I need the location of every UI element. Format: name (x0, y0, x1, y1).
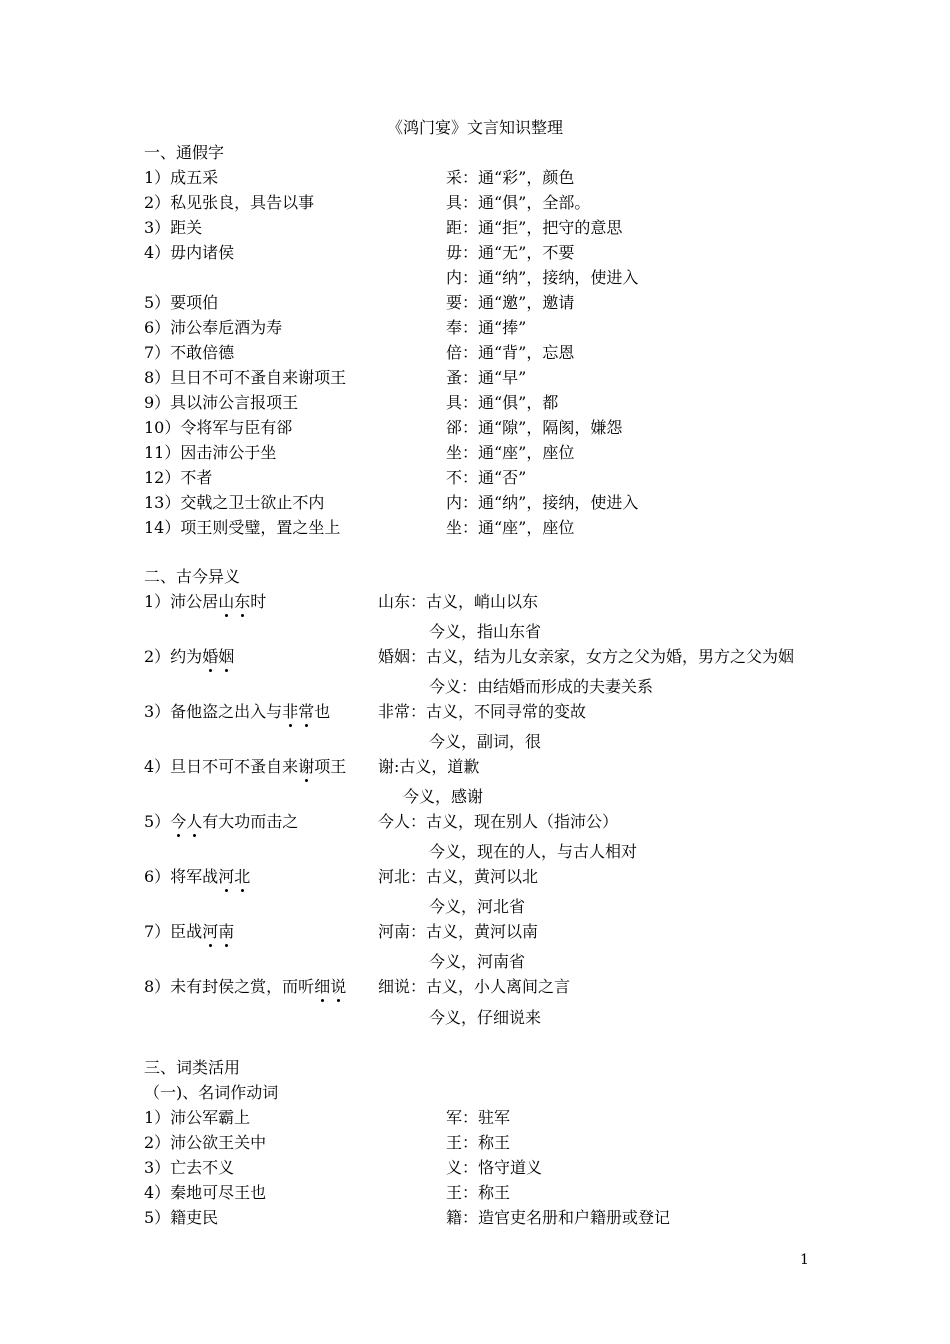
sentence-text: 1）沛公居 (144, 592, 219, 611)
emphasis-char: 南 (218, 922, 235, 941)
sec1-answer: 采：通“彩”，颜色 (446, 168, 575, 187)
ancient-meaning: 河北：古义，黄河以北 (378, 867, 539, 886)
ancient-meaning: 河南：古义，黄河以南 (378, 922, 539, 941)
sec3-question: 1）沛公军霸上 (144, 1108, 251, 1127)
emphasis-char: 河 (218, 867, 235, 886)
sec2-sentence (144, 591, 266, 613)
page-title: 《鸿门宴》文言知识整理 (386, 118, 563, 137)
emphasis-char: 婚 (202, 647, 219, 666)
sec1-answer: 不：通“否” (446, 468, 527, 487)
sentence-text: 也 (314, 702, 331, 721)
sec1-question: 9）具以沛公言报项王 (144, 393, 299, 412)
sec1-question: 13）交戟之卫士欲止不内 (144, 493, 325, 512)
sec1-question: 12）不者 (144, 468, 213, 487)
sec1-answer: 要：通“邀”，邀请 (446, 293, 575, 312)
sec1-question: 8）旦日不可不蚤自来谢项王 (144, 368, 347, 387)
sentence-text: 5） (144, 812, 171, 831)
sec1-question: 7）不敢倍德 (144, 343, 235, 362)
sec2-sentence (144, 646, 234, 668)
sec1-question: 1）成五采 (144, 168, 219, 187)
sec3-answer: 王：称王 (446, 1183, 511, 1202)
sec1-question: 5）要项伯 (144, 293, 219, 312)
section-heading-gujinyiyi: 二、古今异义 (144, 567, 241, 586)
modern-meaning: 今义，指山东省 (429, 622, 542, 641)
emphasis-char: 人 (186, 812, 203, 831)
sentence-text: 7）臣战 (144, 922, 203, 941)
sec2-sentence (144, 701, 330, 723)
sec1-question: 14）项王则受璧，置之坐上 (144, 518, 341, 537)
sec1-answer: 具：通“俱”，都 (446, 393, 559, 412)
emphasis-char: 非 (282, 702, 299, 721)
sec1-answer: 内：通“纳”，接纳，使进入 (446, 268, 639, 287)
emphasis-char: 山 (218, 592, 235, 611)
modern-meaning: 今义，河北省 (429, 897, 526, 916)
sec3-question: 3）亡去不义 (144, 1158, 235, 1177)
sec2-sentence (144, 756, 346, 778)
section-heading-cileihuoyong: 三、词类活用 (144, 1058, 241, 1077)
sentence-text: 6）将军战 (144, 867, 219, 886)
sec1-answer: 距：通“拒”，把守的意思 (446, 218, 623, 237)
emphasis-char: 北 (234, 867, 251, 886)
modern-meaning: 今义，感谢 (403, 787, 484, 806)
sec3-question: 4）秦地可尽王也 (144, 1183, 267, 1202)
sec2-sentence (144, 976, 346, 998)
sec1-answer: 具：通“俱”，全部。 (446, 193, 591, 212)
modern-meaning: 今义，副词，很 (429, 732, 542, 751)
sec1-answer: 毋：通“无”，不要 (446, 243, 575, 262)
sentence-text: 4）旦日不可不蚤自来 (144, 757, 299, 776)
sec3-question: 2）沛公欲王关中 (144, 1133, 267, 1152)
sentence-text: 8）未有封侯之赏，而听 (144, 977, 315, 996)
subsection-heading: （一)、名词作动词 (144, 1083, 279, 1102)
ancient-meaning: 婚姻：古义，结为儿女亲家，女方之父为婚，男方之父为姻 (378, 647, 795, 666)
modern-meaning: 今义，河南省 (429, 952, 526, 971)
sec1-answer: 坐：通“座”，座位 (446, 443, 575, 462)
modern-meaning: 今义，仔细说来 (429, 1008, 542, 1027)
ancient-meaning: 谢:古义，道歉 (378, 757, 480, 776)
sec2-sentence (144, 921, 234, 943)
sec1-answer: 倍：通“背”，忘恩 (446, 343, 575, 362)
emphasis-char: 细 (314, 977, 331, 996)
emphasis-char: 谢 (298, 757, 315, 776)
ancient-meaning: 细说：古义，小人离间之言 (378, 977, 571, 996)
sec3-answer: 王：称王 (446, 1133, 511, 1152)
modern-meaning: 今义：由结婚而形成的夫妻关系 (429, 677, 654, 696)
sec1-question: 3）距关 (144, 218, 203, 237)
ancient-meaning: 今人：古义，现在别人（指沛公） (378, 812, 619, 831)
sentence-text: 项王 (314, 757, 347, 776)
sec3-answer: 义：恪守道义 (446, 1158, 543, 1177)
sec1-answer: 奉：通“捧” (446, 318, 527, 337)
sec2-sentence (144, 866, 250, 888)
page-number: 1 (800, 1252, 809, 1268)
modern-meaning: 今义，现在的人，与古人相对 (429, 842, 638, 861)
sentence-text: 时 (250, 592, 267, 611)
sec1-question: 11）因击沛公于坐 (144, 443, 277, 462)
sec3-answer: 军：驻军 (446, 1108, 511, 1127)
sec1-question: 6）沛公奉卮酒为寿 (144, 318, 283, 337)
sentence-text: 有大功而击之 (202, 812, 299, 831)
sec3-question: 5）籍吏民 (144, 1208, 219, 1227)
sentence-text: 2）约为 (144, 647, 203, 666)
emphasis-char: 河 (202, 922, 219, 941)
sec2-sentence (144, 811, 298, 833)
emphasis-char: 常 (298, 702, 315, 721)
emphasis-char: 姻 (218, 647, 235, 666)
emphasis-char: 说 (330, 977, 347, 996)
emphasis-char: 今 (170, 812, 187, 831)
section-heading-tongjiazi: 一、通假字 (144, 143, 225, 162)
sec1-question: 2）私见张良，具告以事 (144, 193, 315, 212)
ancient-meaning: 非常：古义，不同寻常的变故 (378, 702, 587, 721)
sec1-question: 10）令将军与臣有郤 (144, 418, 293, 437)
sec1-answer: 蚤：通“早” (446, 368, 527, 387)
ancient-meaning: 山东：古义，峭山以东 (378, 592, 539, 611)
sec1-answer: 坐：通“座”，座位 (446, 518, 575, 537)
sec1-answer: 内：通“纳”，接纳，使进入 (446, 493, 639, 512)
sec1-question: 4）毋内诸侯 (144, 243, 235, 262)
sec1-answer: 郤：通“隙”，隔阂，嫌怨 (446, 418, 623, 437)
emphasis-char: 东 (234, 592, 251, 611)
sentence-text: 3）备他盗之出入与 (144, 702, 283, 721)
sec3-answer: 籍：造官吏名册和户籍册或登记 (446, 1208, 671, 1227)
